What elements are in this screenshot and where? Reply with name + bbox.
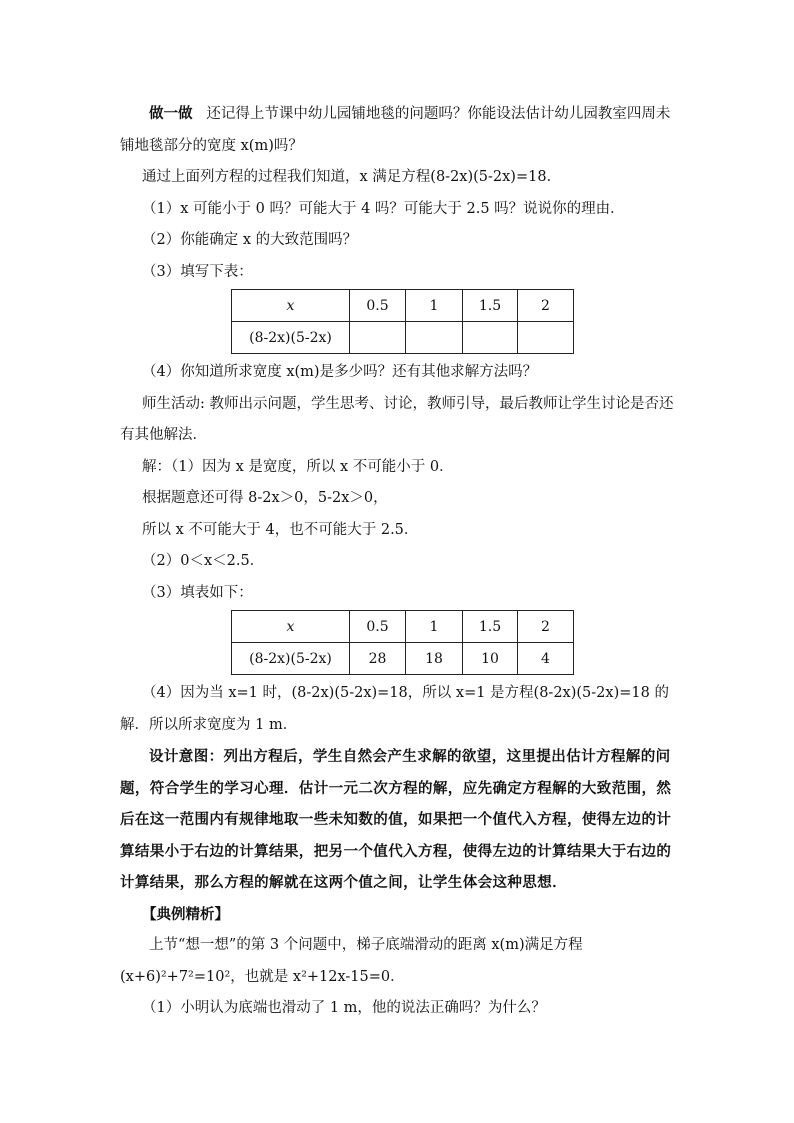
design-intent: 设计意图：列出方程后，学生自然会产生求解的欲望，这里提出估计方程解的问题，符合学生的学习心理．估计一元二次方程的解，应先确定方程解的大致范围，然后在这一范围内有规律地取一些未知数的值，如果把一个值代入方程，使得左边的计算结果小于右边的计算结果，把另一个值代入方程，使得左边的计算结果大于右边的计算结果，那么方程的解就在这两个值之间，让学生体会这种思想． bbox=[120, 748, 672, 891]
filled-table bbox=[231, 610, 574, 675]
table-cell bbox=[518, 322, 574, 354]
example-statement: 上节“想一想”的第 3 个问题中，梯子底端滑动的距离 x(m)满足方程(x+6)²+7²=10²，也就是 x²+12x-15=0． bbox=[120, 937, 583, 985]
table-cell: 0.5 bbox=[350, 290, 406, 322]
table-cell: 4 bbox=[518, 643, 574, 675]
table-cell: x bbox=[232, 290, 350, 322]
table-cell: 1.5 bbox=[463, 611, 518, 643]
teacher-activity: 师生活动: 教师出示问题，学生思考、讨论，教师引导，最后教师让学生讨论是否还有其他解法． bbox=[120, 395, 674, 443]
table-row bbox=[232, 322, 574, 354]
table-cell: 10 bbox=[463, 643, 518, 675]
table-cell bbox=[463, 322, 518, 354]
table-cell: 1.5 bbox=[463, 290, 518, 322]
table-row bbox=[232, 611, 574, 643]
question-1: （1）x 可能小于 0 吗？可能大于 4 吗？可能大于 2.5 吗？说说你的理由． bbox=[142, 200, 625, 217]
table-cell bbox=[350, 322, 406, 354]
table-cell: 2 bbox=[518, 290, 574, 322]
question-4: （4）你知道所求宽度 x(m)是多少吗？还有其他求解方法吗？ bbox=[142, 364, 538, 380]
document-body bbox=[120, 98, 676, 1025]
solution-3: （3）填表如下： bbox=[142, 584, 253, 601]
table-cell: 1 bbox=[406, 290, 463, 322]
solution-4: （4）因为当 x=1 时，(8-2x)(5-2x)=18，所以 x=1 是方程(8-2x)(5-2x)=18 的解．所以所求宽度为 1 m． bbox=[120, 685, 669, 733]
question-3: （3）填写下表： bbox=[142, 263, 253, 280]
blank-table bbox=[231, 289, 574, 354]
activity-heading: 做一做 bbox=[149, 105, 193, 122]
table-cell: (8-2x)(5-2x) bbox=[232, 643, 350, 675]
example-question-1: （1）小明认为底端也滑动了 1 m，他的说法正确吗？为什么？ bbox=[142, 1000, 546, 1016]
solution-1: 解：（1）因为 x 是宽度，所以 x 不可能小于 0． bbox=[142, 458, 454, 475]
section-heading-example: 【典例精析】 bbox=[142, 905, 229, 923]
table-cell: 2 bbox=[518, 611, 574, 643]
solution-2: （2）0＜x＜2.5． bbox=[142, 553, 265, 569]
table-cell: 28 bbox=[350, 643, 406, 675]
solution-line: 所以 x 不可能大于 4，也不可能大于 2.5． bbox=[142, 521, 419, 538]
table-cell: x bbox=[232, 611, 350, 643]
table-cell bbox=[406, 322, 463, 354]
paragraph-equation: 通过上面列方程的过程我们知道，x 满足方程(8-2x)(5-2x)=18． bbox=[142, 169, 562, 185]
table-cell: 18 bbox=[406, 643, 463, 675]
table-cell: 1 bbox=[406, 611, 463, 643]
activity-text: 还记得上节课中幼儿园铺地毯的问题吗？你能设法估计幼儿园教室四周未铺地毯部分的宽度 x(m)吗？ bbox=[120, 106, 671, 154]
table-cell: (8-2x)(5-2x) bbox=[232, 322, 350, 354]
question-2: （2）你能确定 x 的大致范围吗？ bbox=[142, 232, 358, 248]
paragraph-activity bbox=[120, 98, 676, 162]
table-cell: 0.5 bbox=[350, 611, 406, 643]
table-row bbox=[232, 643, 574, 675]
solution-line: 根据题意还可得 8-2x＞0，5-2x＞0， bbox=[142, 490, 388, 506]
table-row bbox=[232, 290, 574, 322]
